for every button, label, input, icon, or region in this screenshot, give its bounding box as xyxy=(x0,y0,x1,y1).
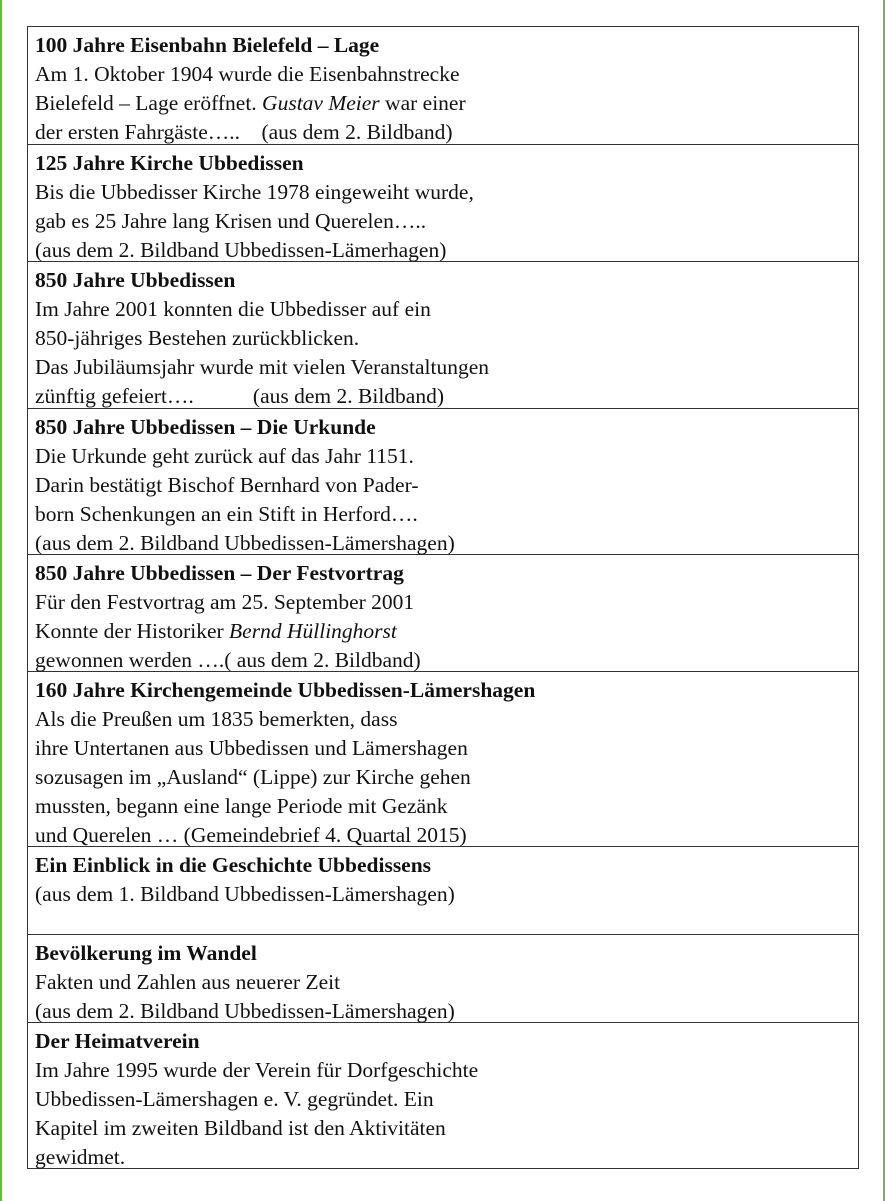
entry-body xyxy=(35,880,858,909)
line-text: gab es 25 Jahre lang Krisen und Querelen….. xyxy=(35,209,427,233)
entry-body xyxy=(35,588,858,675)
entry-title: Bevölkerung im Wandel xyxy=(35,941,257,965)
entry-line xyxy=(35,734,858,763)
entry-line xyxy=(35,1085,858,1114)
entry-line xyxy=(35,295,858,324)
line-text: mussten, begann eine lange Periode mit Gezänk xyxy=(35,794,448,818)
line-text: Fakten und Zahlen aus neuerer Zeit xyxy=(35,970,341,994)
entry-line xyxy=(35,442,858,471)
line-text: gewonnen werden ….( aus dem 2. Bildband) xyxy=(35,648,421,672)
entry-line xyxy=(35,382,858,411)
entry-line xyxy=(35,968,858,997)
entry-line xyxy=(35,500,858,529)
entry-title: 850 Jahre Ubbedissen – Der Festvortrag xyxy=(35,561,404,585)
line-text: born Schenkungen an ein Stift in Herford…. xyxy=(35,502,418,526)
line-text: Die Urkunde geht zurück auf das Jahr 1151. xyxy=(35,444,414,468)
line-text: (aus dem 2. Bildband Ubbedissen-Lämershagen) xyxy=(35,999,455,1023)
entry-line xyxy=(35,880,858,909)
entry-title: 850 Jahre Ubbedissen – Die Urkunde xyxy=(35,415,376,439)
line-text: (aus dem 2. Bildband Ubbedissen-Lämerhagen) xyxy=(35,238,447,262)
entry-body xyxy=(35,295,858,411)
entry-title: 160 Jahre Kirchengemeinde Ubbedissen-Lämershagen xyxy=(35,678,536,702)
entry xyxy=(28,554,858,671)
entry-title: Der Heimatverein xyxy=(35,1029,200,1053)
line-text: Als die Preußen um 1835 bemerkten, dass xyxy=(35,707,398,731)
entry-body xyxy=(35,705,858,850)
line-text: Im Jahre 2001 konnten die Ubbedisser auf ein xyxy=(35,297,431,321)
entry-body xyxy=(35,178,858,265)
entry xyxy=(28,1022,858,1168)
entry-title: Ein Einblick in die Geschichte Ubbedissens xyxy=(35,853,432,877)
line-text: Darin bestätigt Bischof Bernhard von Pader- xyxy=(35,473,419,497)
entry xyxy=(28,261,858,408)
entry-body xyxy=(35,1056,858,1172)
entry-line xyxy=(35,178,858,207)
line-text: Am 1. Oktober 1904 wurde die Eisenbahnstrecke xyxy=(35,62,460,86)
entry xyxy=(28,934,858,1022)
entry-title: 100 Jahre Eisenbahn Bielefeld – Lage xyxy=(35,33,380,57)
line-text: Konnte der Historiker xyxy=(35,619,230,643)
line-text: Kapitel im zweiten Bildband ist den Aktivitäten xyxy=(35,1116,446,1140)
entry xyxy=(28,408,858,554)
entry-line xyxy=(35,207,858,236)
entry-line xyxy=(35,89,858,118)
line-text: zünftig gefeiert…. (aus dem 2. Bildband) xyxy=(35,384,444,408)
italic-name: Gustav Meier xyxy=(262,91,380,115)
entry-line xyxy=(35,471,858,500)
entry-line xyxy=(35,1114,858,1143)
line-text: Das Jubiläumsjahr wurde mit vielen Veranstaltungen xyxy=(35,355,489,379)
entry-list xyxy=(27,26,859,1169)
line-text: 850-jähriges Bestehen zurückblicken. xyxy=(35,326,360,350)
line-text: Im Jahre 1995 wurde der Verein für Dorfgeschichte xyxy=(35,1058,479,1082)
line-text: (aus dem 2. Bildband Ubbedissen-Lämershagen) xyxy=(35,531,455,555)
entry-line xyxy=(35,1056,858,1085)
entry-title: 125 Jahre Kirche Ubbedissen xyxy=(35,151,304,175)
entry-title: 850 Jahre Ubbedissen xyxy=(35,268,236,292)
line-text: Für den Festvortrag am 25. September 2001 xyxy=(35,590,415,614)
entry-line xyxy=(35,118,858,147)
entry-line xyxy=(35,588,858,617)
entry-line xyxy=(35,763,858,792)
line-text: Ubbedissen-Lämershagen e. V. gegründet. Ein xyxy=(35,1087,434,1111)
entry xyxy=(28,27,858,144)
line-text: ihre Untertanen aus Ubbedissen und Lämershagen xyxy=(35,736,468,760)
entry-body xyxy=(35,442,858,558)
italic-name: Bernd Hüllinghorst xyxy=(229,619,397,643)
line-text: (aus dem 1. Bildband Ubbedissen-Lämershagen) xyxy=(35,882,455,906)
line-text: der ersten Fahrgäste….. (aus dem 2. Bildband) xyxy=(35,120,453,144)
line-text: Bielefeld – Lage eröffnet. xyxy=(35,91,263,115)
line-text: war einer xyxy=(379,91,466,115)
line-text: sozusagen im „Ausland“ (Lippe) zur Kirche gehen xyxy=(35,765,471,789)
line-text: gewidmet. xyxy=(35,1145,126,1169)
entry xyxy=(28,671,858,846)
entry-line xyxy=(35,324,858,353)
entry xyxy=(28,144,858,261)
entry-line xyxy=(35,705,858,734)
line-text: Bis die Ubbedisser Kirche 1978 eingeweiht wurde, xyxy=(35,180,474,204)
line-text: und Querelen … (Gemeindebrief 4. Quartal 2015) xyxy=(35,823,467,847)
entry xyxy=(28,846,858,934)
entry-body xyxy=(35,60,858,147)
entry-line xyxy=(35,617,858,646)
entry-line xyxy=(35,353,858,382)
entry-line xyxy=(35,1143,858,1172)
entry-body xyxy=(35,968,858,1026)
entry-line xyxy=(35,60,858,89)
entry-line xyxy=(35,792,858,821)
